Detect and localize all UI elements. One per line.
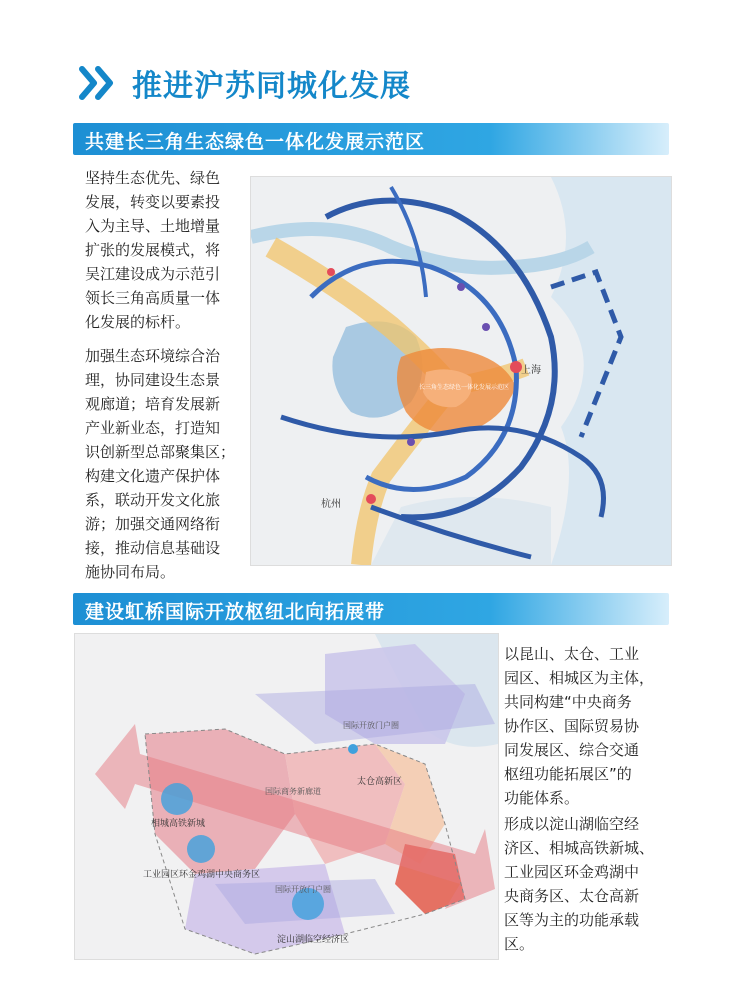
text-line: 坚持生态优先、绿色 bbox=[85, 169, 221, 187]
section-header-hongqiao bbox=[73, 593, 669, 625]
text-line: 入为主导、土地增量 bbox=[85, 217, 221, 235]
paragraph-demo-zone-actions bbox=[85, 344, 247, 584]
text-line: 区。 bbox=[504, 935, 535, 953]
map-label-gateway-2: 国际开放门户圈 bbox=[275, 885, 331, 894]
text-line: 枢纽功能拓展区”的 bbox=[504, 765, 632, 783]
section-header-text: 建设虹桥国际开放枢纽北向拓展带 bbox=[85, 601, 386, 623]
text-line: 系，联动开发文化旅 bbox=[85, 491, 221, 509]
page-title-text: 推进沪苏同城化发展 bbox=[132, 69, 411, 104]
map-hongqiao-north bbox=[74, 633, 499, 960]
paragraph-hongqiao-zones bbox=[504, 812, 668, 956]
page-title bbox=[78, 58, 411, 108]
paragraph-hongqiao-intro bbox=[504, 642, 668, 810]
section-header-demo-zone bbox=[73, 123, 669, 155]
text-line: 吴江建设成为示范引 bbox=[85, 265, 221, 283]
map-label-taicang: 太仓高新区 bbox=[357, 777, 403, 787]
text-line: 同发展区、综合交通 bbox=[504, 741, 640, 759]
text-line: 功能体系。 bbox=[504, 789, 580, 807]
text-line: 游；加强交通网络衔 bbox=[85, 515, 221, 533]
text-line: 济区、相城高铁新城、 bbox=[504, 839, 655, 857]
map-label-gateway: 国际开放门户圈 bbox=[343, 721, 399, 730]
text-line: 化发展的标杆。 bbox=[85, 313, 191, 331]
text-line: 施协同布局。 bbox=[85, 563, 176, 581]
text-line: 领长三角高质量一体 bbox=[85, 289, 221, 307]
text-line: 协作区、国际贸易协 bbox=[504, 717, 640, 735]
map-label-hangzhou: 杭州 bbox=[321, 499, 341, 510]
map-label-shanghai: 上海 bbox=[521, 365, 541, 376]
text-line: 以昆山、太仓、工业 bbox=[504, 645, 640, 663]
text-line: 央商务区、太仓高新 bbox=[504, 887, 640, 905]
text-line: 扩张的发展模式，将 bbox=[85, 241, 221, 259]
text-line: 识创新型总部聚集区； bbox=[85, 443, 236, 461]
text-line: 区等为主的功能承载 bbox=[504, 911, 640, 929]
text-line: 接，推动信息基础设 bbox=[85, 539, 221, 557]
map-label-sip: 工业园区环金鸡湖中央商务区 bbox=[143, 870, 261, 880]
text-line: 理，协同建设生态景 bbox=[85, 371, 221, 389]
text-line: 构建文化遗产保护体 bbox=[85, 467, 221, 485]
map-label-business-corridor: 国际商务新廊道 bbox=[265, 787, 321, 796]
text-line: 观廊道；培育发展新 bbox=[85, 395, 221, 413]
paragraph-demo-zone-intro bbox=[85, 166, 243, 334]
text-line: 园区、相城区为主体， bbox=[504, 669, 655, 687]
section-header-text: 共建长三角生态绿色一体化发展示范区 bbox=[85, 131, 426, 153]
text-line: 工业园区环金鸡湖中 bbox=[504, 863, 640, 881]
map-label-demo-zone: 长三角生态绿色一体化发展示范区 bbox=[419, 384, 510, 391]
map-label-xiangcheng: 相城高铁新城 bbox=[151, 819, 206, 829]
text-line: 产业新业态，打造知 bbox=[85, 419, 221, 437]
map-label-dianshan: 淀山湖临空经济区 bbox=[277, 935, 350, 945]
map-yangtze-delta bbox=[250, 176, 672, 566]
text-line: 发展，转变以要素投 bbox=[85, 193, 221, 211]
text-line: 加强生态环境综合治 bbox=[85, 347, 221, 365]
double-chevron-icon bbox=[78, 63, 118, 103]
text-line: 形成以淀山湖临空经 bbox=[504, 815, 640, 833]
text-line: 共同构建“中央商务 bbox=[504, 693, 632, 711]
